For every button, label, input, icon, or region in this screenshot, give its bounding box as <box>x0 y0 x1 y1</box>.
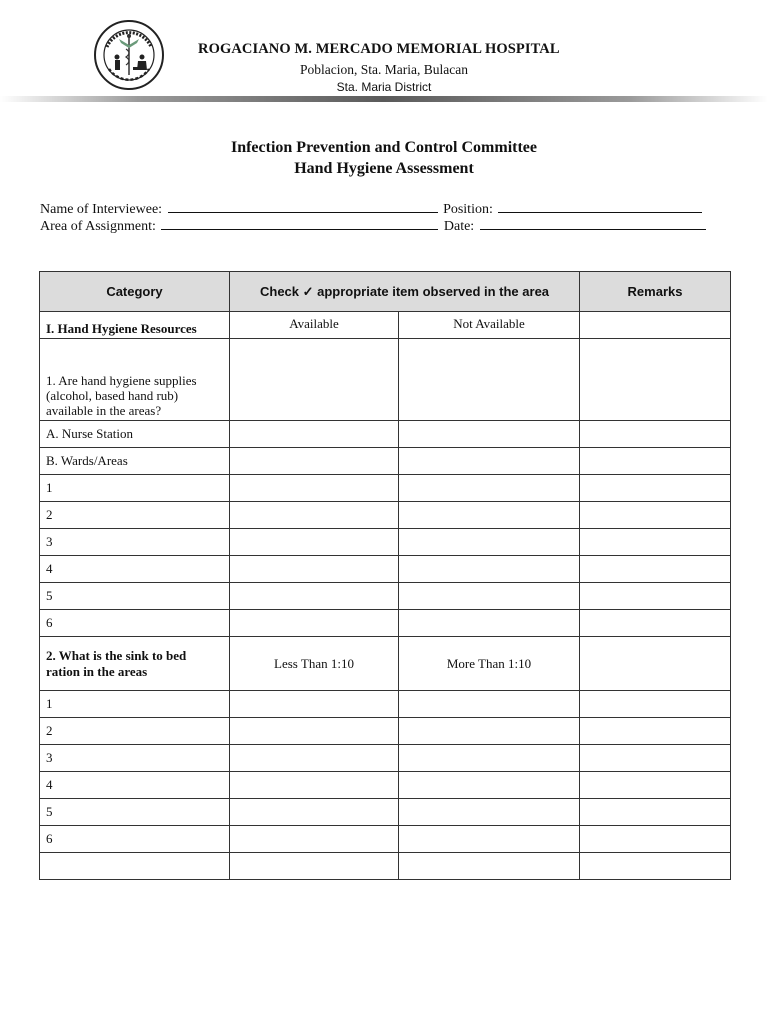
hospital-name: ROGACIANO M. MERCADO MEMORIAL HOSPITAL <box>198 41 560 57</box>
area-label: Area of Assignment: <box>40 219 156 234</box>
hospital-address-text: Poblacion, Sta. Maria, Bulacan <box>300 62 468 77</box>
table-row <box>40 583 731 610</box>
check-cell[interactable] <box>230 745 399 772</box>
remarks-cell[interactable] <box>580 448 731 475</box>
interviewee-position-line <box>40 200 704 218</box>
table-row <box>40 772 731 799</box>
check-cell[interactable] <box>399 339 580 421</box>
section2-header-row <box>40 637 731 691</box>
check-cell[interactable] <box>230 772 399 799</box>
check-cell[interactable] <box>399 556 580 583</box>
remarks-cell[interactable] <box>580 799 731 826</box>
check-cell[interactable] <box>230 421 399 448</box>
check-cell[interactable] <box>399 502 580 529</box>
table-row <box>40 556 731 583</box>
check-cell[interactable] <box>230 718 399 745</box>
position-label: Position: <box>443 202 493 217</box>
row-number: 2 <box>40 502 230 529</box>
remarks-cell[interactable] <box>580 745 731 772</box>
remarks-cell[interactable] <box>580 826 731 853</box>
interviewee-blank[interactable] <box>168 200 438 213</box>
check-cell[interactable] <box>399 475 580 502</box>
check-cell[interactable] <box>230 556 399 583</box>
check-header: Check ✓ appropriate item observed in the area <box>230 272 580 312</box>
check-cell[interactable] <box>230 583 399 610</box>
remarks-cell[interactable] <box>580 475 731 502</box>
check-cell[interactable] <box>230 475 399 502</box>
question1-row <box>40 339 731 421</box>
area-date-line <box>40 217 708 235</box>
row-number: 5 <box>40 583 230 610</box>
table-row <box>40 745 731 772</box>
remarks-cell[interactable] <box>580 583 731 610</box>
table-row <box>40 421 731 448</box>
check-cell[interactable] <box>399 691 580 718</box>
remarks-cell[interactable] <box>580 502 731 529</box>
row-number: 6 <box>40 610 230 637</box>
row-number: 3 <box>40 529 230 556</box>
check-cell[interactable] <box>230 339 399 421</box>
remarks-cell[interactable] <box>580 421 731 448</box>
check-cell[interactable] <box>230 529 399 556</box>
check-cell[interactable] <box>230 610 399 637</box>
check-cell[interactable] <box>230 799 399 826</box>
available-col-label: Available <box>230 312 399 339</box>
row-number: 6 <box>40 826 230 853</box>
row-number: 4 <box>40 556 230 583</box>
remarks-cell[interactable] <box>580 610 731 637</box>
section1-title: I. Hand Hygiene Resources <box>40 312 230 339</box>
remarks-cell[interactable] <box>580 339 731 421</box>
section1-header-row <box>40 312 731 339</box>
check-cell[interactable] <box>230 826 399 853</box>
remarks-cell[interactable] <box>580 718 731 745</box>
check-cell[interactable] <box>230 691 399 718</box>
remarks-cell[interactable] <box>580 853 731 880</box>
check-cell[interactable] <box>399 718 580 745</box>
remarks-cell[interactable] <box>580 637 731 691</box>
row-number: 2 <box>40 718 230 745</box>
area-blank[interactable] <box>161 217 438 230</box>
row-number: 5 <box>40 799 230 826</box>
remarks-cell[interactable] <box>580 691 731 718</box>
remarks-cell[interactable] <box>580 529 731 556</box>
category-header: Category <box>40 272 230 312</box>
remarks-cell[interactable] <box>580 312 731 339</box>
table-row <box>40 691 731 718</box>
check-cell[interactable] <box>399 799 580 826</box>
row-number: 3 <box>40 745 230 772</box>
table-row <box>40 718 731 745</box>
check-cell[interactable] <box>399 610 580 637</box>
more-than-col-label: More Than 1:10 <box>399 637 580 691</box>
committee-title: Infection Prevention and Control Committee <box>230 139 538 156</box>
row-number: 4 <box>40 772 230 799</box>
row-number: 1 <box>40 691 230 718</box>
remarks-cell[interactable] <box>580 556 731 583</box>
item-wards-areas: B. Wards/Areas <box>40 448 230 475</box>
check-cell[interactable] <box>399 772 580 799</box>
check-cell[interactable] <box>230 853 399 880</box>
not-available-col-label: Not Available <box>399 312 580 339</box>
form-title: Hand Hygiene Assessment <box>294 160 474 177</box>
check-cell[interactable] <box>399 529 580 556</box>
check-cell[interactable] <box>399 745 580 772</box>
table-header-row <box>40 272 731 312</box>
question1-text: 1. Are hand hygiene supplies (alcohol, based hand rub) available in the areas? <box>40 339 230 421</box>
remarks-cell[interactable] <box>580 772 731 799</box>
table-row <box>40 448 731 475</box>
check-cell[interactable] <box>399 853 580 880</box>
date-label: Date: <box>443 219 475 234</box>
section2-title: 2. What is the sink to bed ration in the areas <box>40 637 230 691</box>
table-row <box>40 529 731 556</box>
table-row <box>40 610 731 637</box>
remarks-header: Remarks <box>580 272 731 312</box>
date-blank[interactable] <box>480 217 706 230</box>
table-row <box>40 502 731 529</box>
check-cell[interactable] <box>399 583 580 610</box>
table-row <box>40 475 731 502</box>
table-row <box>40 826 731 853</box>
less-than-col-label: Less Than 1:10 <box>230 637 399 691</box>
row-number <box>40 853 230 880</box>
interviewee-label: Name of Interviewee: <box>40 202 163 217</box>
table-row <box>40 799 731 826</box>
hospital-address <box>0 62 768 78</box>
row-number: 1 <box>40 475 230 502</box>
check-cell[interactable] <box>399 421 580 448</box>
item-nurse-station: A. Nurse Station <box>40 421 230 448</box>
table-row <box>40 853 731 880</box>
check-cell[interactable] <box>230 502 399 529</box>
assessment-table <box>39 271 731 880</box>
header-divider <box>0 96 768 102</box>
check-cell[interactable] <box>399 448 580 475</box>
check-cell[interactable] <box>230 448 399 475</box>
position-blank[interactable] <box>498 200 702 213</box>
hospital-district: Sta. Maria District <box>336 80 432 94</box>
check-cell[interactable] <box>399 826 580 853</box>
